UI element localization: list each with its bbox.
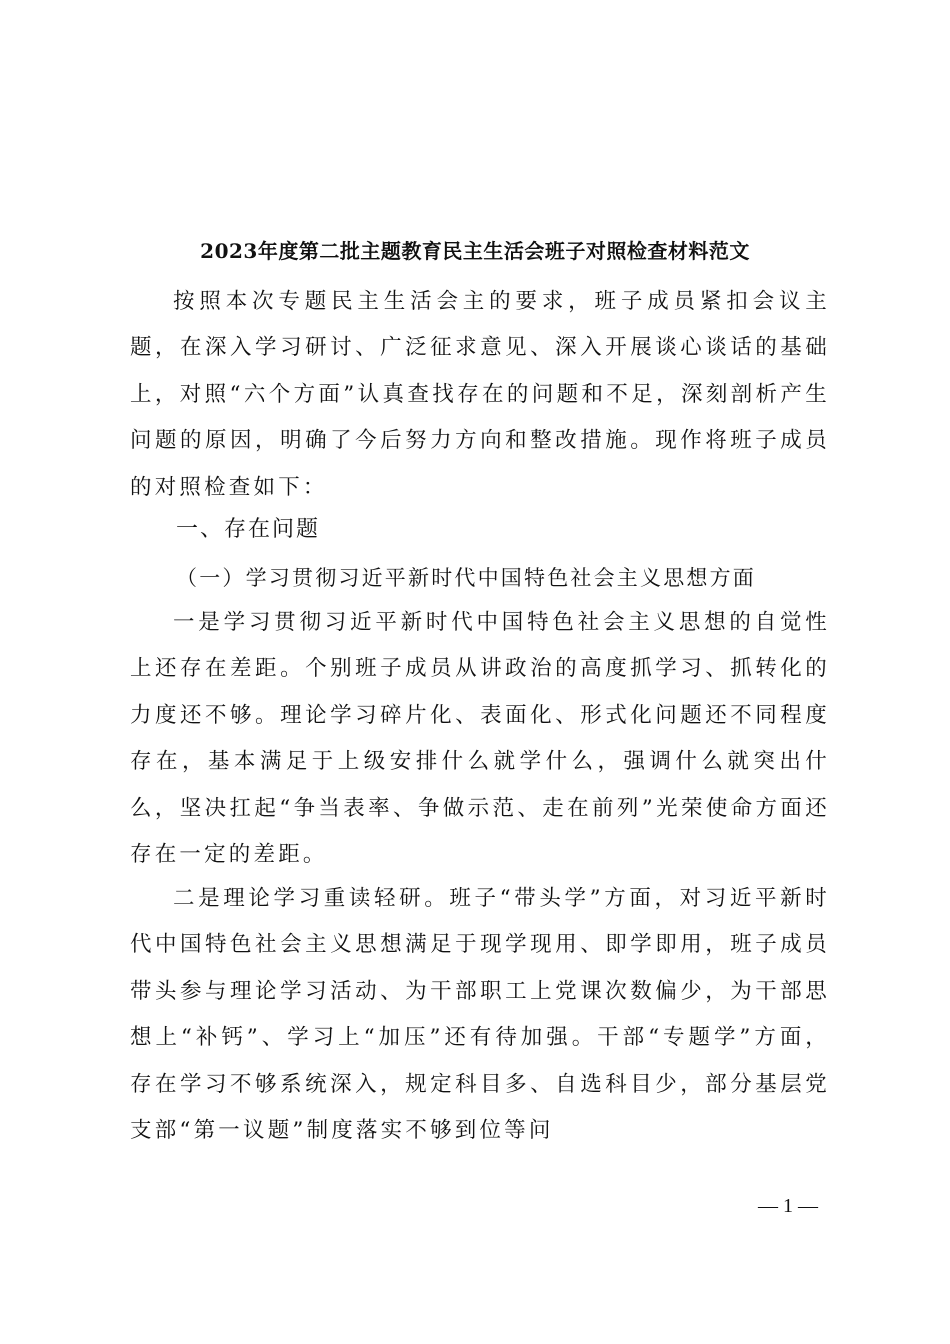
section-heading: 一、存在问题 [176, 517, 321, 542]
intro-paragraph: 按照本次专题民主生活会主的要求，班子成员紧扣会议主题，在深入学习研讨、广泛征求意见、深入开展谈心谈话的基础上，对照“六个方面”认真查找存在的问题和不足，深刻剖析产生问题的原因，明确了今后努力方向和整改措施。现作将班子成员的对照检查如下： [130, 289, 830, 500]
page-number: — 1 — [758, 1195, 818, 1217]
paragraph-block-1 [130, 600, 830, 878]
paragraph-block-2 [130, 876, 830, 1154]
paragraph-1: 一是学习贯彻习近平新时代中国特色社会主义思想的自觉性上还存在差距。个别班子成员从讲政治的高度抓学习、抓转化的力度还不够。理论学习碎片化、表面化、形式化问题还不同程度存在，基本满足于上级安排什么就学什么，强调什么就突出什么，坚决扛起“争当表率、争做示范、走在前列”光荣使命方面还存在一定的差距。 [130, 610, 830, 868]
paragraph-2: 二是理论学习重读轻研。班子“带头学”方面，对习近平新时代中国特色社会主义思想满足于现学现用、即学即用，班子成员带头参与理论学习活动、为干部职工上党课次数偏少，为干部思想上“补钙”、学习上“加压”还有待加强。干部“专题学”方面，存在学习不够系统深入，规定科目多、自选科目少，部分基层党支部“第一议题”制度落实不够到位等问 [130, 886, 830, 1144]
document-title: 2023年度第二批主题教育民主生活会班子对照检查材料范文 [200, 239, 750, 263]
subsection-heading: （一）学习贯彻习近平新时代中国特色社会主义思想方面 [176, 566, 756, 590]
intro-block [130, 279, 830, 511]
